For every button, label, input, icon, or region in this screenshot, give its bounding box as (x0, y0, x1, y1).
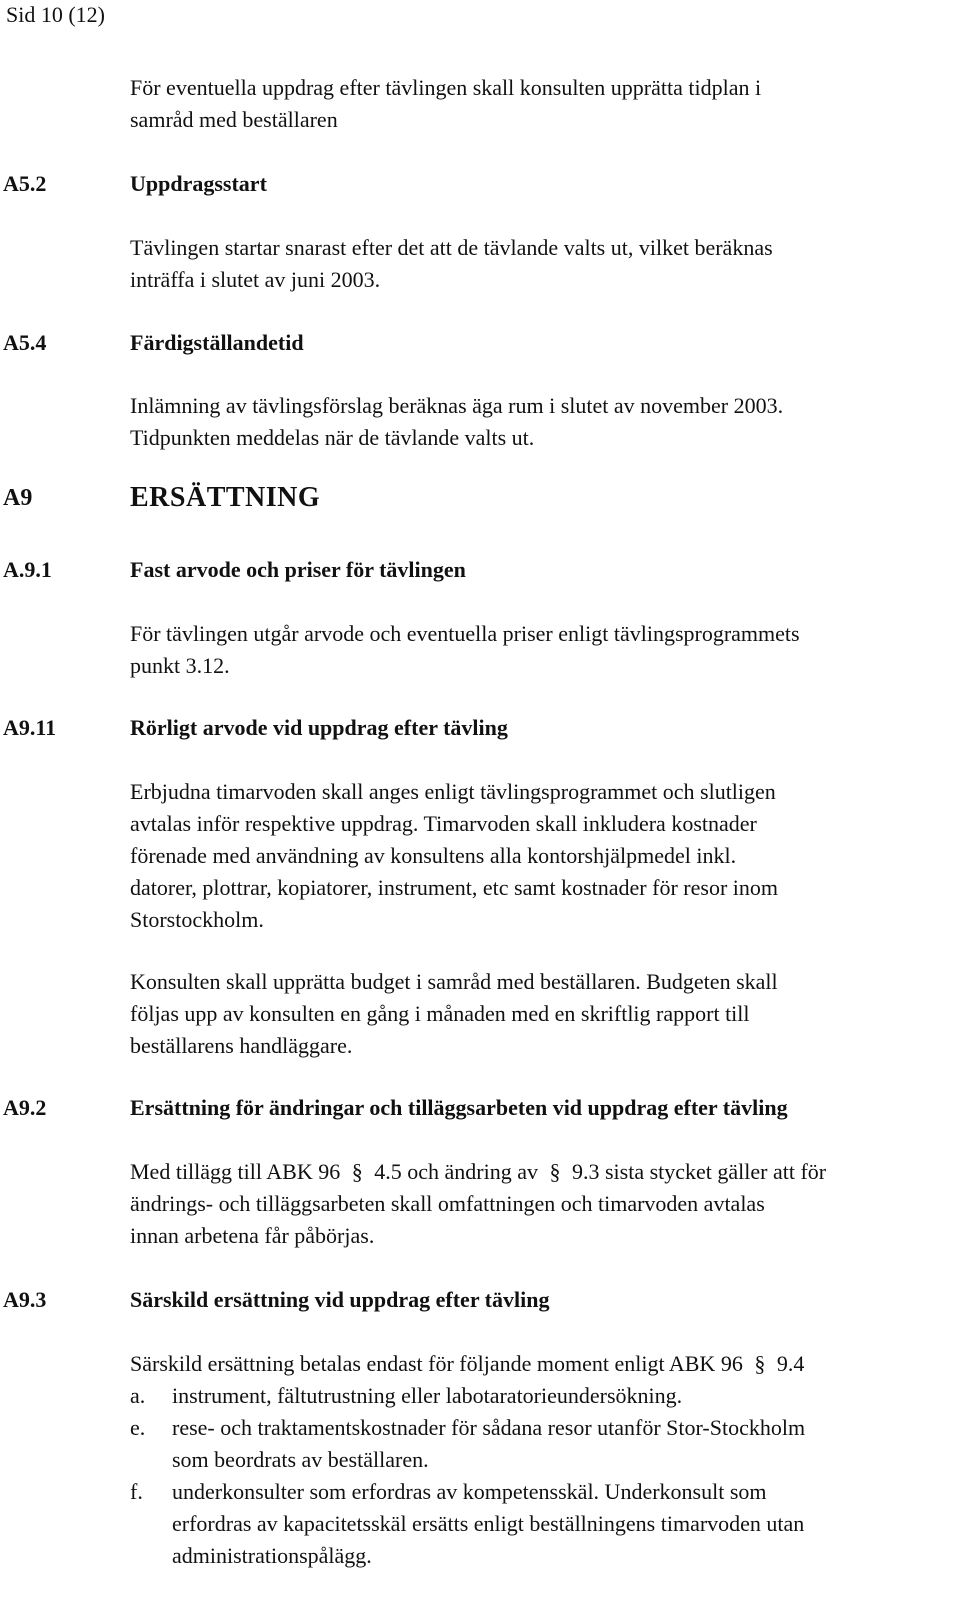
section-heading: Ersättning för ändringar och tilläggsarbeten vid uppdrag efter tävling (130, 1095, 788, 1120)
paragraph-line: punkt 3.12. (130, 653, 230, 678)
section-sign: § (549, 1159, 561, 1184)
paragraph-line: förenade med användning av konsultens alla kontorshjälpmedel inkl. (130, 843, 737, 868)
paragraph-line (130, 1348, 945, 1380)
list-marker: f. (130, 1479, 143, 1504)
paragraph-line: ändrings- och tilläggsarbeten skall omfattningen och timarvoden avtalas (130, 1191, 765, 1216)
paragraph-line: Konsulten skall upprätta budget i samråd med beställaren. Budgeten skall (130, 969, 778, 994)
section-heading: Fast arvode och priser för tävlingen (130, 557, 466, 582)
section-number: A9.2 (3, 1095, 47, 1120)
paragraph-line: Inlämning av tävlingsförslag beräknas äga rum i slutet av november 2003. (130, 393, 784, 418)
section-heading: Särskild ersättning vid uppdrag efter tävling (130, 1287, 550, 1312)
text-span: 4.5 och ändring av (374, 1159, 538, 1184)
paragraph-line: samråd med beställaren (130, 107, 338, 132)
section-heading: Rörligt arvode vid uppdrag efter tävling (130, 715, 508, 740)
paragraph-line: beställarens handläggare. (130, 1033, 353, 1058)
list-item-line: som beordrats av beställaren. (172, 1447, 429, 1472)
list-item-line: instrument, fältutrustning eller labotaratorieundersökning. (172, 1383, 683, 1408)
section-number: A.9.1 (3, 557, 52, 582)
paragraph-line: innan arbetena får påbörjas. (130, 1223, 375, 1248)
list-item-line: administrationspålägg. (172, 1543, 372, 1568)
section-heading: Uppdragsstart (130, 171, 267, 196)
text-span: 9.3 sista stycket gäller att för (571, 1159, 827, 1184)
paragraph-line: datorer, plottrar, kopiatorer, instrument, etc samt kostnader för resor inom (130, 875, 778, 900)
section-heading: Färdigställandetid (130, 330, 304, 355)
section-number: A9.3 (3, 1287, 47, 1312)
list-item-line: underkonsulter som erfordras av kompetensskäl. Underkonsult som (172, 1479, 767, 1504)
section-number: A9 (3, 485, 33, 511)
paragraph-line: Tidpunkten meddelas när de tävlande valts ut. (130, 425, 535, 450)
paragraph-line: För eventuella uppdrag efter tävlingen skall konsulten upprätta tidplan i (130, 75, 762, 100)
text-span: Särskild ersättning betalas endast för följande moment enligt ABK 96 (130, 1351, 743, 1376)
list-marker: a. (130, 1383, 146, 1408)
section-heading: ERSÄTTNING (130, 482, 321, 513)
section-number: A9.11 (3, 715, 57, 740)
list-item-line: erfordras av kapacitetsskäl ersätts enligt beställningens timarvoden utan (172, 1511, 805, 1536)
section-sign: § (754, 1351, 766, 1376)
paragraph-line (130, 1156, 945, 1188)
page-number: Sid 10 (12) (6, 2, 105, 27)
section-number: A5.2 (3, 171, 47, 196)
section-sign: § (351, 1159, 363, 1184)
paragraph-line: avtalas inför respektive uppdrag. Timarvoden skall inkludera kostnader (130, 811, 757, 836)
paragraph-line: följas upp av konsulten en gång i månaden med en skriftlig rapport till (130, 1001, 750, 1026)
text-span: Med tillägg till ABK 96 (130, 1159, 341, 1184)
list-item-line: rese- och traktamentskostnader för sådana resor utanför Stor-Stockholm (172, 1415, 806, 1440)
text-span: 9.4 (776, 1351, 805, 1376)
section-number: A5.4 (3, 330, 47, 355)
paragraph-line: Erbjudna timarvoden skall anges enligt tävlingsprogrammet och slutligen (130, 779, 776, 804)
list-marker: e. (130, 1415, 146, 1440)
paragraph-line: För tävlingen utgår arvode och eventuella priser enligt tävlingsprogrammets (130, 621, 800, 646)
paragraph-line: Tävlingen startar snarast efter det att de tävlande valts ut, vilket beräknas (130, 235, 773, 260)
paragraph-line: inträffa i slutet av juni 2003. (130, 267, 381, 292)
paragraph-line: Storstockholm. (130, 907, 264, 932)
